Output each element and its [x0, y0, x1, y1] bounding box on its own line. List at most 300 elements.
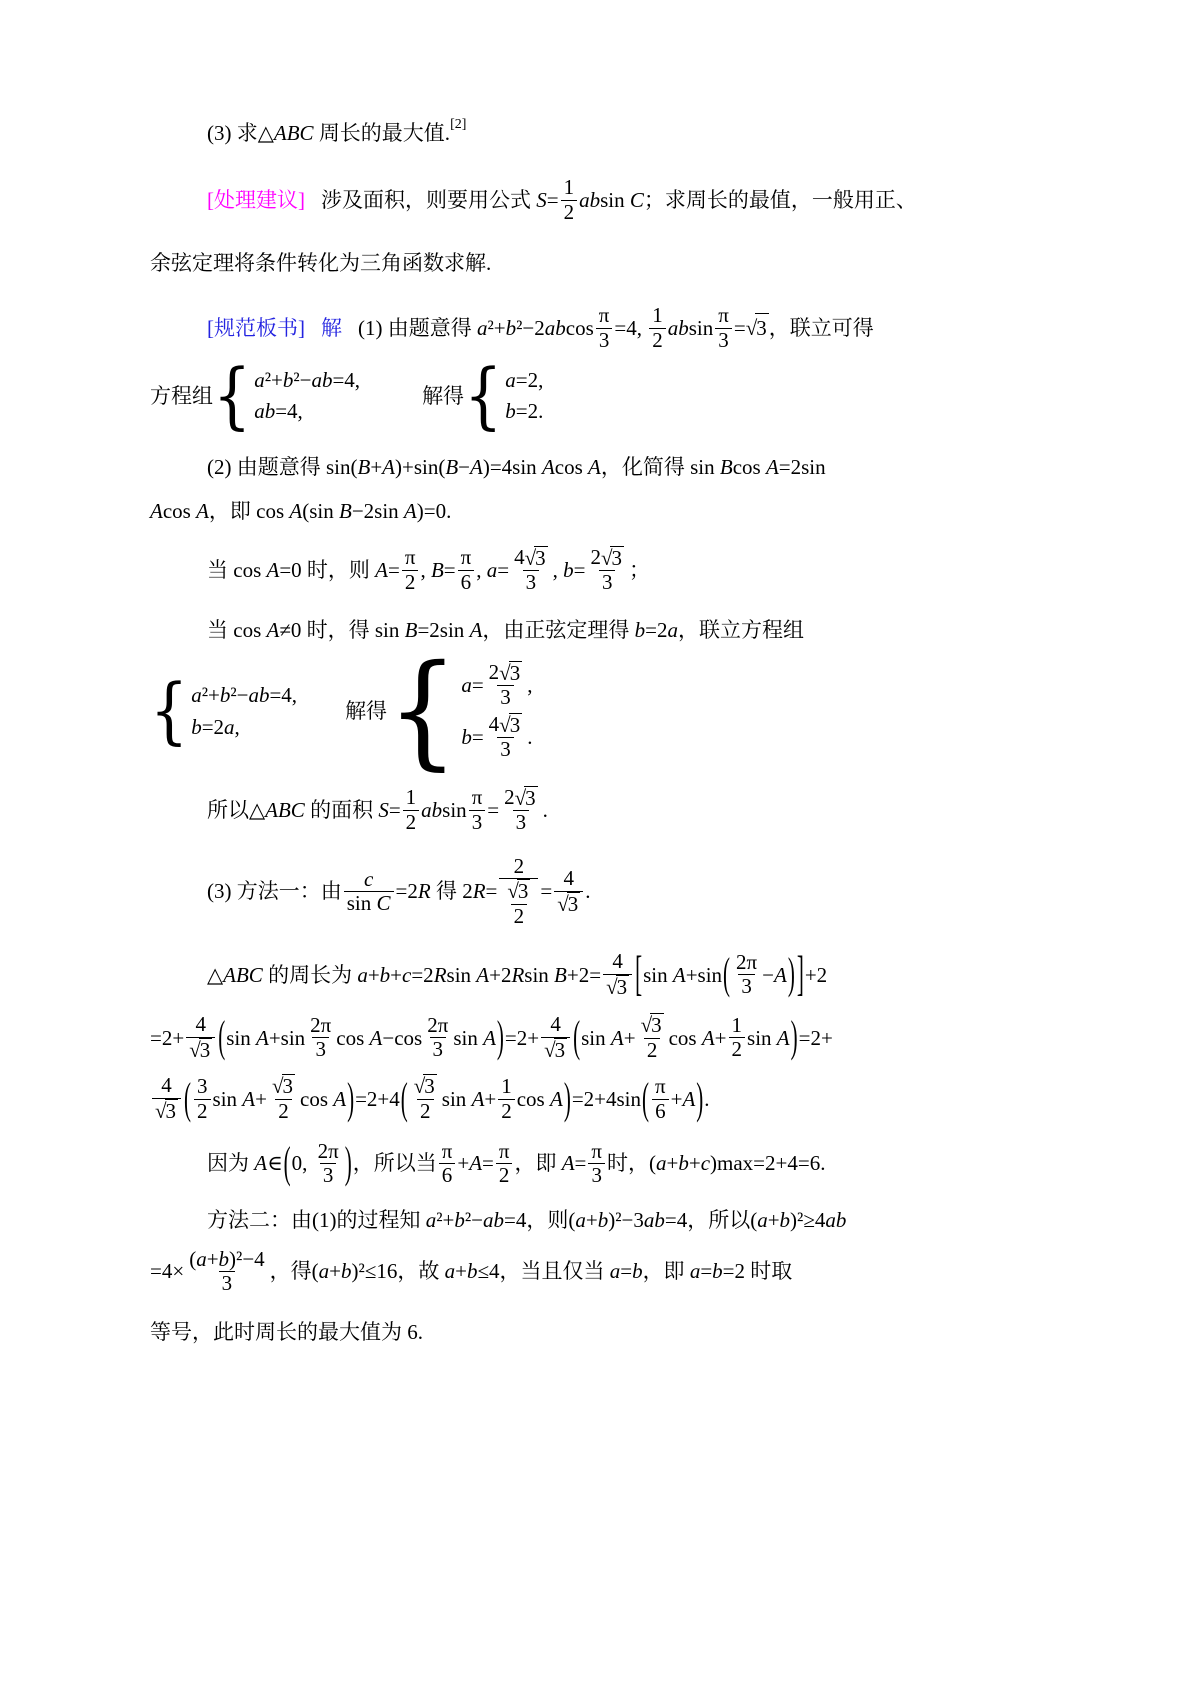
radicand: 3	[199, 1037, 211, 1062]
text-run: 2	[404, 569, 416, 594]
math-variable: b	[282, 368, 294, 393]
math-variable: A	[255, 1025, 269, 1050]
radicand: 3	[509, 660, 521, 685]
radical-sign: √	[499, 712, 511, 737]
math-variable: ABC	[273, 120, 314, 145]
math-variable: a	[196, 1246, 207, 1271]
text-run: +	[714, 1025, 727, 1050]
text-run: )²≥4	[790, 1208, 826, 1233]
numerator	[587, 546, 627, 571]
sqrt-radical	[414, 1074, 437, 1099]
text-run: 1	[563, 175, 575, 199]
fraction	[541, 1013, 570, 1062]
big-delimiter: ]	[796, 946, 804, 1002]
fraction	[729, 1014, 746, 1062]
text-run: =4，所以(	[664, 1208, 758, 1233]
numerator	[511, 546, 551, 571]
denominator	[588, 1163, 605, 1188]
text-run: =	[388, 798, 401, 823]
radicand: 3	[424, 1074, 435, 1099]
text-run: −	[762, 962, 774, 987]
math-variable: a	[505, 368, 516, 393]
text-run: +	[255, 1086, 267, 1111]
math-variable: b	[779, 1208, 791, 1233]
numerator	[315, 1140, 342, 1164]
text-run: 3	[197, 1073, 208, 1098]
math-variable: b	[466, 1259, 478, 1284]
radicand: 3	[165, 1099, 177, 1123]
equation-system	[150, 669, 298, 754]
text-run: +	[370, 454, 383, 479]
math-variable: A	[150, 498, 163, 523]
line-perimeter-1	[150, 946, 1051, 1002]
fraction	[561, 176, 578, 224]
math-variable: b	[563, 558, 574, 583]
text-run: 时，(	[607, 1151, 656, 1176]
numerator	[424, 1014, 451, 1038]
text-run: 4	[514, 545, 525, 570]
math-variable: b	[191, 714, 202, 739]
text-run: +	[455, 1259, 467, 1284]
math-variable: a	[357, 962, 368, 987]
text-run: 2	[731, 1037, 743, 1062]
math-variable: A	[375, 558, 388, 583]
fraction	[194, 1075, 211, 1123]
text-run: 的面积	[304, 798, 379, 823]
radicand: 3	[554, 1037, 566, 1062]
text-run: 6	[441, 1163, 453, 1188]
text-run: 2	[405, 809, 417, 834]
text-run: =	[497, 558, 510, 583]
big-delimiter: )	[344, 1137, 352, 1188]
text-run: π	[460, 545, 472, 570]
numerator	[411, 1074, 440, 1099]
numerator	[638, 1013, 667, 1038]
line-question-3	[150, 118, 1051, 148]
text-run: .	[704, 1086, 710, 1111]
numerator	[186, 1248, 267, 1272]
text-run: sin	[442, 798, 467, 823]
denominator	[186, 1037, 215, 1063]
line-part2-1	[150, 452, 1051, 482]
text-run: sin	[688, 315, 714, 340]
math-variable: R	[417, 879, 431, 904]
radical-sign: √	[524, 545, 537, 570]
text-run: 1	[731, 1012, 743, 1037]
denominator	[499, 878, 538, 928]
math-variable: B	[357, 454, 371, 479]
math-variable: ab	[248, 683, 270, 708]
math-variable: A	[242, 1086, 256, 1111]
text-run: =	[700, 1259, 713, 1284]
numerator	[496, 1140, 513, 1164]
spacer	[305, 328, 321, 329]
fraction	[458, 546, 475, 594]
fraction	[186, 1248, 267, 1296]
numerator	[596, 304, 613, 328]
text-run: π	[404, 545, 416, 570]
math-variable: a	[254, 368, 265, 393]
line-system-1	[150, 353, 1051, 438]
denominator	[430, 1037, 447, 1062]
text-run: π	[471, 785, 483, 810]
text-run: sin	[643, 962, 673, 987]
radicand: 3	[611, 545, 622, 570]
denominator	[523, 570, 540, 595]
line-area	[150, 786, 1051, 835]
radical-sign: √	[606, 974, 618, 999]
numerator	[402, 546, 419, 570]
math-variable: R	[472, 879, 486, 904]
math-variable: a	[667, 617, 678, 642]
system-rows	[461, 661, 532, 762]
numerator	[609, 950, 626, 974]
text-run: 2π	[310, 1012, 332, 1037]
line-method1-start	[150, 855, 1051, 929]
text-run: cos	[565, 315, 594, 340]
text-run: )max=2+4=6.	[710, 1151, 826, 1176]
fraction	[439, 1140, 456, 1188]
text-run: 解得	[345, 699, 388, 724]
fraction	[588, 1140, 605, 1188]
math-variable: S	[378, 798, 389, 823]
denominator	[729, 1037, 746, 1062]
system-row	[505, 366, 543, 394]
system-row	[254, 397, 360, 425]
text-run: sin	[346, 891, 377, 916]
text-run: 解得	[422, 383, 465, 408]
system-rows	[254, 366, 360, 426]
text-run: =2	[645, 617, 668, 642]
radicand: 3	[755, 313, 769, 342]
line-part2-2	[150, 496, 1051, 526]
line-perimeter-2	[150, 1013, 1051, 1062]
text-run: 2π	[317, 1138, 339, 1163]
math-variable: a	[486, 558, 498, 583]
text-run: 2	[513, 853, 525, 878]
numerator	[469, 786, 486, 810]
fraction	[315, 1140, 342, 1188]
fraction	[411, 1074, 440, 1123]
numerator	[361, 868, 376, 892]
text-run: 4	[488, 712, 500, 737]
big-delimiter: )	[790, 1011, 798, 1063]
text-run: 1	[652, 303, 663, 328]
line-case-cosA-zero	[150, 546, 1051, 595]
numerator	[486, 661, 526, 686]
math-variable: A	[369, 1025, 383, 1050]
numerator	[486, 713, 526, 738]
text-run: 3	[515, 810, 527, 835]
big-delimiter: (	[642, 1072, 650, 1124]
text-run: ，即	[514, 1151, 562, 1176]
left-brace-icon: {	[387, 639, 459, 783]
text-run: =4,	[614, 315, 648, 340]
math-variable: b	[219, 683, 231, 708]
text-run: .	[585, 879, 591, 904]
line-system-2	[150, 639, 1051, 783]
numerator	[458, 546, 475, 570]
radical-sign: √	[155, 1099, 167, 1123]
math-variable: C	[629, 187, 644, 212]
math-variable: A	[266, 617, 280, 642]
math-variable: c	[363, 866, 374, 891]
text-run: 方程组	[150, 383, 213, 408]
math-variable: a	[757, 1208, 768, 1233]
text-run: 3	[500, 737, 511, 762]
text-run: cos	[336, 1025, 370, 1050]
radical-sign: √	[544, 1037, 556, 1062]
numerator	[561, 867, 578, 891]
sqrt-radical	[557, 892, 580, 917]
math-variable: b	[505, 315, 517, 340]
text-run: =2+	[150, 1025, 185, 1050]
text-run: )²−4	[229, 1246, 265, 1271]
text-run: 2π	[427, 1012, 449, 1037]
fraction	[587, 546, 627, 595]
numerator	[649, 304, 666, 328]
text-run: ，联立方程组	[677, 617, 804, 642]
denominator	[649, 328, 666, 353]
sqrt-radical	[544, 1038, 567, 1063]
system-row	[254, 366, 360, 394]
text-run: 周长的最大值.	[313, 120, 451, 145]
math-variable: A	[289, 498, 303, 523]
text-run: ≤4，当且仅当	[477, 1259, 610, 1284]
numerator	[501, 786, 541, 811]
text-run: =	[485, 879, 498, 904]
left-brace-icon: {	[464, 353, 503, 438]
text-run: .	[527, 725, 533, 750]
denominator	[496, 1163, 513, 1188]
text-run: 2	[278, 1099, 289, 1123]
radical-sign: √	[600, 545, 613, 570]
radical-sign: √	[514, 785, 527, 810]
text-run: cos	[516, 1086, 550, 1111]
denominator	[738, 974, 755, 999]
math-variable: A	[469, 1151, 483, 1176]
radicand: 3	[535, 545, 546, 570]
text-run: (3) 方法一：由	[207, 879, 342, 904]
numerator	[547, 1013, 564, 1037]
text-run: +	[457, 1151, 470, 1176]
line-conclusion-method1	[150, 1137, 1051, 1188]
math-variable: A	[561, 1151, 575, 1176]
math-variable: ab	[483, 1208, 505, 1233]
math-variable: a	[609, 1259, 621, 1284]
text-run: ∈	[267, 1151, 283, 1176]
text-run: 4	[550, 1012, 561, 1037]
equation-system	[387, 639, 533, 783]
math-variable: A	[266, 558, 280, 583]
fraction	[186, 1013, 215, 1062]
text-run: =2,	[515, 368, 544, 393]
numerator	[194, 1075, 211, 1099]
sqrt-radical	[189, 1038, 212, 1063]
text-run: 6	[655, 1098, 666, 1123]
text-run: 2	[590, 545, 601, 570]
label-tag: 解	[321, 315, 342, 340]
text-run: ²+	[436, 1208, 455, 1233]
radicand: 3	[525, 785, 536, 810]
text-run: +	[666, 1151, 679, 1176]
big-delimiter: (	[218, 1011, 226, 1063]
denominator	[152, 1098, 181, 1124]
text-run: 2	[488, 660, 500, 685]
fraction	[469, 786, 486, 834]
system-row	[461, 661, 532, 710]
text-run: −cos	[382, 1025, 423, 1050]
spacer	[360, 395, 422, 396]
big-delimiter: )	[696, 1072, 704, 1124]
text-run: =	[540, 879, 553, 904]
text-run: cos	[162, 498, 197, 523]
text-run: 3	[500, 685, 511, 710]
numerator	[729, 1014, 746, 1038]
text-run: 2	[420, 1099, 431, 1123]
label-tag: [规范板书]	[207, 315, 305, 340]
text-run: 3	[591, 1163, 602, 1188]
numerator	[158, 1074, 175, 1098]
text-run: △	[207, 962, 224, 987]
math-variable: A	[672, 962, 686, 987]
text-run: 3	[718, 327, 729, 352]
fraction	[486, 713, 526, 762]
math-variable: B	[430, 558, 444, 583]
text-run: π	[655, 1073, 666, 1098]
math-variable: ab	[643, 1208, 665, 1233]
fraction	[403, 786, 420, 834]
denominator	[554, 891, 583, 917]
text-run: ，化简得 sin	[600, 454, 720, 479]
big-delimiter: (	[400, 1072, 408, 1124]
text-run: sin	[441, 1086, 472, 1111]
big-delimiter: )	[496, 1011, 504, 1063]
text-run: cos	[668, 1025, 702, 1050]
math-variable: ab	[544, 315, 566, 340]
system-row	[461, 713, 532, 762]
radical-sign: √	[189, 1037, 201, 1062]
text-run: =	[471, 673, 484, 698]
text-run: 2	[197, 1098, 208, 1123]
math-solution-content	[150, 118, 1051, 1348]
text-run: 涉及面积，则要用公式	[321, 187, 537, 212]
math-variable: b	[461, 725, 472, 750]
text-run: 4	[612, 949, 623, 974]
text-run: 3	[432, 1037, 443, 1062]
math-variable: C	[376, 891, 391, 916]
text-run: ²−2	[516, 315, 545, 340]
text-run: +	[670, 1086, 683, 1111]
text-run: ²+	[487, 315, 506, 340]
text-run: .	[542, 798, 548, 823]
text-run: sin	[600, 187, 630, 212]
math-variable: ABC	[223, 962, 263, 987]
math-variable: A	[483, 1025, 496, 1050]
text-run: (3) 求△	[207, 120, 274, 145]
fraction	[498, 1075, 515, 1123]
text-run: =	[733, 315, 746, 340]
text-run: π	[441, 1138, 453, 1163]
math-variable: a	[318, 1259, 330, 1284]
denominator	[603, 974, 632, 1000]
fraction	[499, 855, 538, 929]
big-delimiter: )	[347, 1072, 355, 1124]
denominator	[219, 1271, 236, 1296]
text-run: π	[591, 1138, 602, 1163]
text-run: +2	[489, 962, 512, 987]
math-variable: A	[701, 1025, 715, 1050]
math-variable: a	[689, 1259, 701, 1284]
text-run: ；求周长的最值，一般用正、	[643, 187, 917, 212]
text-run: =	[546, 187, 559, 212]
text-run: ≠0 时，得 sin	[279, 617, 405, 642]
equation-system	[213, 353, 361, 438]
text-run: =2	[395, 879, 418, 904]
fraction	[307, 1014, 334, 1062]
text-run: +2=	[566, 962, 602, 987]
text-run: +	[206, 1246, 219, 1271]
numerator	[307, 1014, 334, 1038]
line-method2-mid	[150, 1248, 1051, 1296]
math-variable: A	[765, 454, 779, 479]
text-run: 4	[195, 1012, 206, 1037]
text-run: 得 2	[430, 879, 473, 904]
math-variable: c	[700, 1151, 711, 1176]
text-run: =4,	[275, 399, 303, 424]
math-variable: A	[610, 1025, 624, 1050]
denominator	[513, 810, 530, 835]
system-rows	[191, 681, 297, 741]
text-run: +	[329, 1259, 342, 1284]
text-run: +sin	[685, 962, 723, 987]
spacer	[297, 711, 345, 712]
fraction	[603, 950, 632, 999]
text-run: 3	[601, 570, 613, 595]
denominator	[469, 810, 486, 835]
spacer	[342, 328, 358, 329]
text-run: 3	[598, 327, 610, 352]
sqrt-radical	[272, 1074, 295, 1099]
math-variable: R	[433, 962, 447, 987]
text-run: =2	[411, 962, 434, 987]
text-run: )²≤16，故	[351, 1259, 445, 1284]
text-run: −2sin	[351, 498, 404, 523]
text-run: π	[598, 303, 610, 328]
sqrt-radical	[606, 975, 629, 1000]
fraction	[402, 546, 419, 594]
text-run: 2	[498, 1163, 510, 1188]
text-run: =	[574, 1151, 587, 1176]
math-variable: A	[588, 454, 601, 479]
math-variable: ab	[254, 399, 276, 424]
radical-sign: √	[499, 660, 511, 685]
text-run: +2	[804, 962, 828, 987]
denominator	[497, 737, 514, 762]
fraction	[596, 304, 613, 352]
math-variable: A	[469, 617, 483, 642]
math-variable: A	[471, 1086, 485, 1111]
text-run: =4，则(	[504, 1208, 576, 1233]
text-run: sin	[446, 962, 477, 987]
math-variable: a	[656, 1151, 667, 1176]
text-run: =2.	[515, 399, 544, 424]
denominator	[344, 891, 394, 916]
fraction	[511, 546, 551, 595]
denominator	[599, 570, 616, 595]
text-run: 0,	[291, 1151, 313, 1176]
text-run: =2sin	[417, 617, 470, 642]
